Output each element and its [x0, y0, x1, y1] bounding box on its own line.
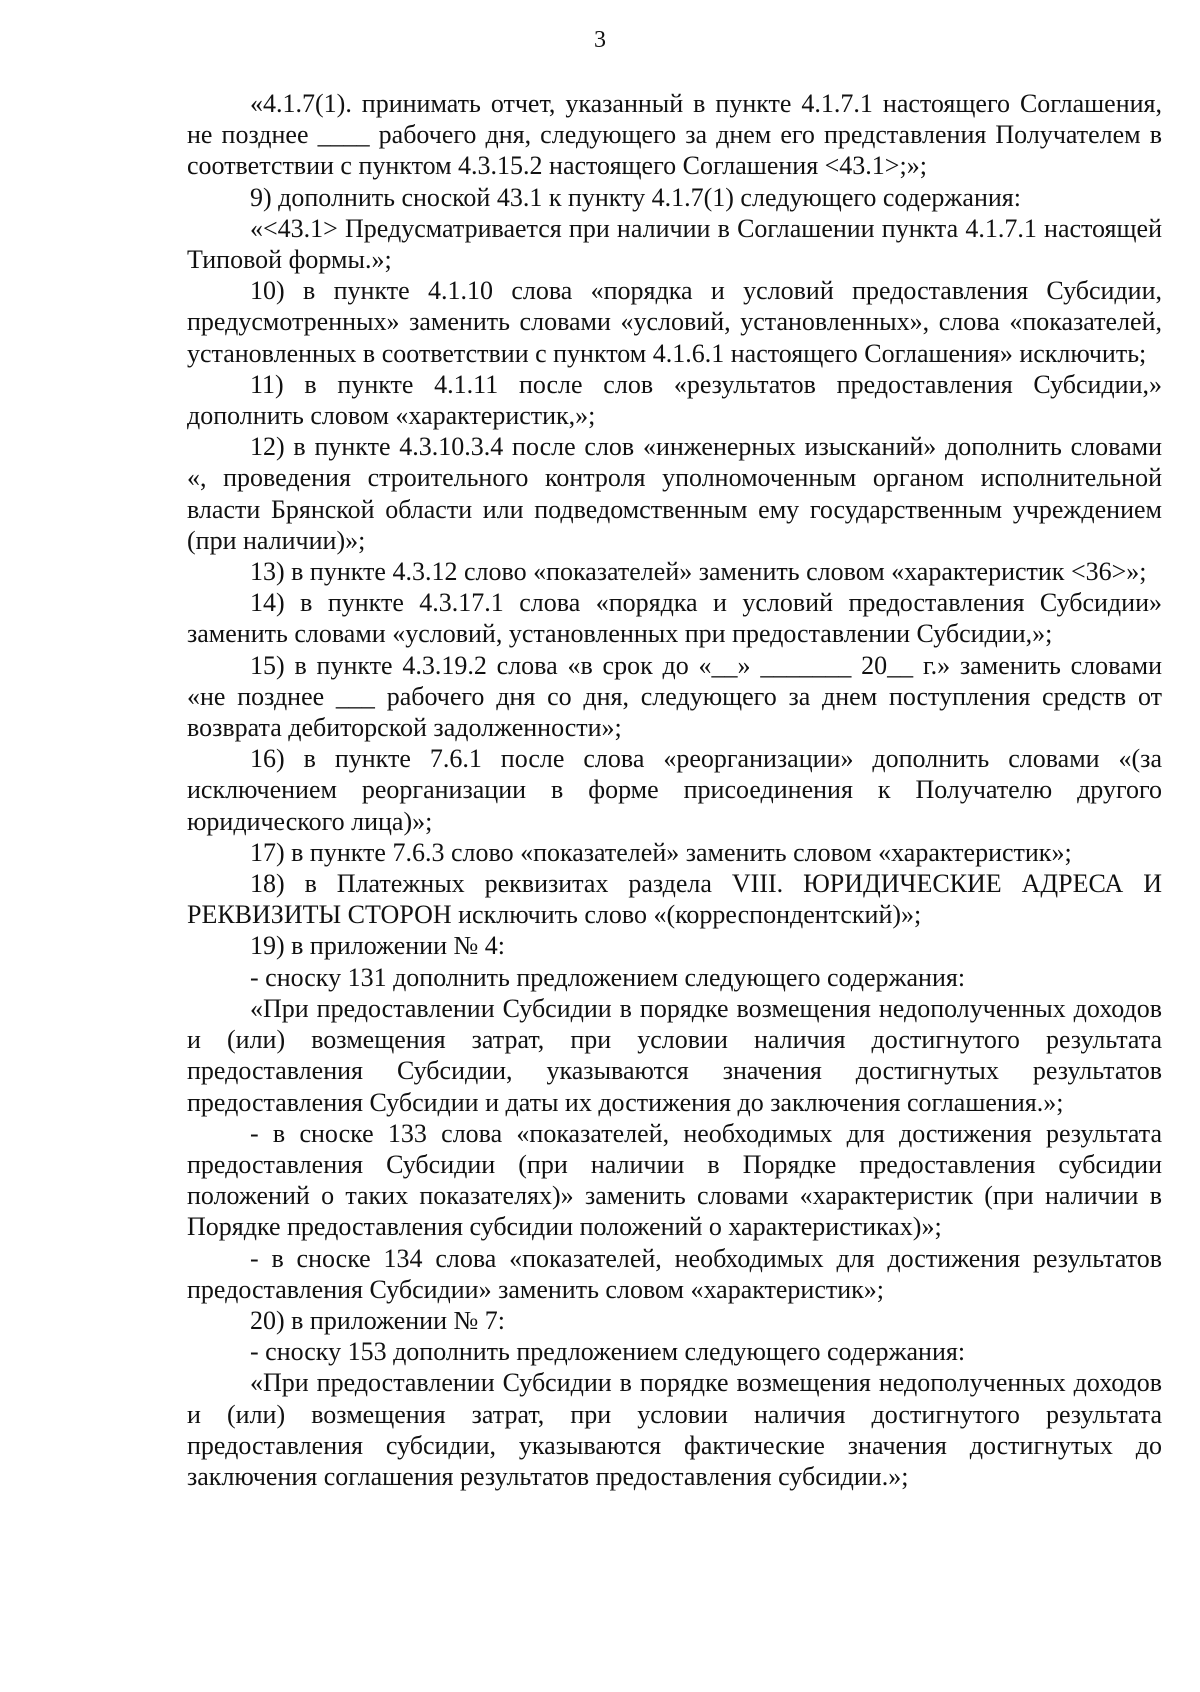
paragraph-footnote-43-1: «<43.1> Предусматривается при наличии в Соглашении пункта 4.1.7.1 настоящей Типовой формы.»; — [187, 213, 1162, 275]
document-body — [187, 88, 1162, 1492]
paragraph-item-14: 14) в пункте 4.3.17.1 слова «порядка и условий предоставления Субсидии» заменить словами «условий, установленных при предоставлении Субсидии,»; — [187, 588, 1162, 649]
paragraph-item-17: 17) в пункте 7.6.3 слово «показателей» заменить словом «характеристик»; — [250, 837, 1072, 867]
paragraph-item-11: 11) в пункте 4.1.11 после слов «результатов предоставления Субсидии,» дополнить словом «характеристик,»; — [187, 369, 1162, 431]
paragraph-item-13: 13) в пункте 4.3.12 слово «показателей» заменить словом «характеристик <36>»; — [250, 557, 1147, 587]
page-number: 3 — [594, 27, 606, 53]
paragraph-footnote-134: - в сноске 134 слова «показателей, необходимых для достижения результатов предоставления Субсидии» заменить словом «характеристик»; — [187, 1243, 1162, 1304]
paragraph-item-10: 10) в пункте 4.1.10 слова «порядка и условий предоставления Субсидии, предусмотренных» заменить словами «условий, установленных», слова «показателей, установленных в соответствии с пунктом 4.1.6.1 настоящего Соглашения» исключить; — [187, 276, 1162, 368]
paragraph-item-9: 9) дополнить сноской 43.1 к пункту 4.1.7(1) следующего содержания: — [250, 182, 1021, 212]
paragraph-clause-4-1-7-1: «4.1.7(1). принимать отчет, указанный в пункте 4.1.7.1 настоящего Соглашения, не позднее ____ рабочего дня, следующего за днем его представления Получателем в соответствии с пунктом 4.3.15.2 настоящего Соглашения <43.1>;»; — [187, 89, 1162, 181]
paragraph-item-18: 18) в Платежных реквизитах раздела VIII. ЮРИДИЧЕСКИЕ АДРЕСА И РЕКВИЗИТЫ СТОРОН исключить слово «(корреспондентский)»; — [187, 869, 1162, 930]
paragraph-item-16: 16) в пункте 7.6.1 после слова «реорганизации» дополнить словами «(за исключением реорганизации в форме присоединения к Получателю другого юридического лица)»; — [187, 744, 1162, 836]
paragraph-item-20: 20) в приложении № 7: — [250, 1305, 506, 1335]
paragraph-item-19: 19) в приложении № 4: — [250, 931, 506, 961]
paragraph-footnote-133: - в сноске 133 слова «показателей, необходимых для достижения результата предоставления Субсидии (при наличии в Порядке предоставления субсидии положений о таких показателях)» заменить словами «характеристик (при наличии в Порядке предоставления субсидии положений о характеристиках)»; — [187, 1118, 1162, 1242]
paragraph-footnote-131: - сноску 131 дополнить предложением следующего содержания: — [250, 962, 966, 992]
paragraph-footnote-131-text: «При предоставлении Субсидии в порядке возмещения недополученных доходов и (или) возмещения затрат, при условии наличия достигнутого результата предоставления Субсидии, указываются значения достигнутых результатов предоставления Субсидии и даты их достижения до заключения соглашения.»; — [187, 993, 1162, 1117]
paragraph-item-12: 12) в пункте 4.3.10.3.4 после слов «инженерных изысканий» дополнить словами «, проведения строительного контроля уполномоченным органом исполнительной власти Брянской области или подведомственным ему государственным учреждением (при наличии)»; — [187, 432, 1162, 555]
paragraph-footnote-153-text: «При предоставлении Субсидии в порядке возмещения недополученных доходов и (или) возмещения затрат, при условии наличия достигнутого результата предоставления субсидии, указываются фактические значения достигнутых до заключения соглашения результатов предоставления субсидии.»; — [187, 1368, 1162, 1491]
paragraph-item-15: 15) в пункте 4.3.19.2 слова «в срок до «__» _______ 20__ г.» заменить словами «не позднее ___ рабочего дня со дня, следующего за днем поступления средств от возврата дебиторской задолженности»; — [187, 650, 1162, 743]
paragraph-footnote-153: - сноску 153 дополнить предложением следующего содержания: — [250, 1337, 966, 1367]
